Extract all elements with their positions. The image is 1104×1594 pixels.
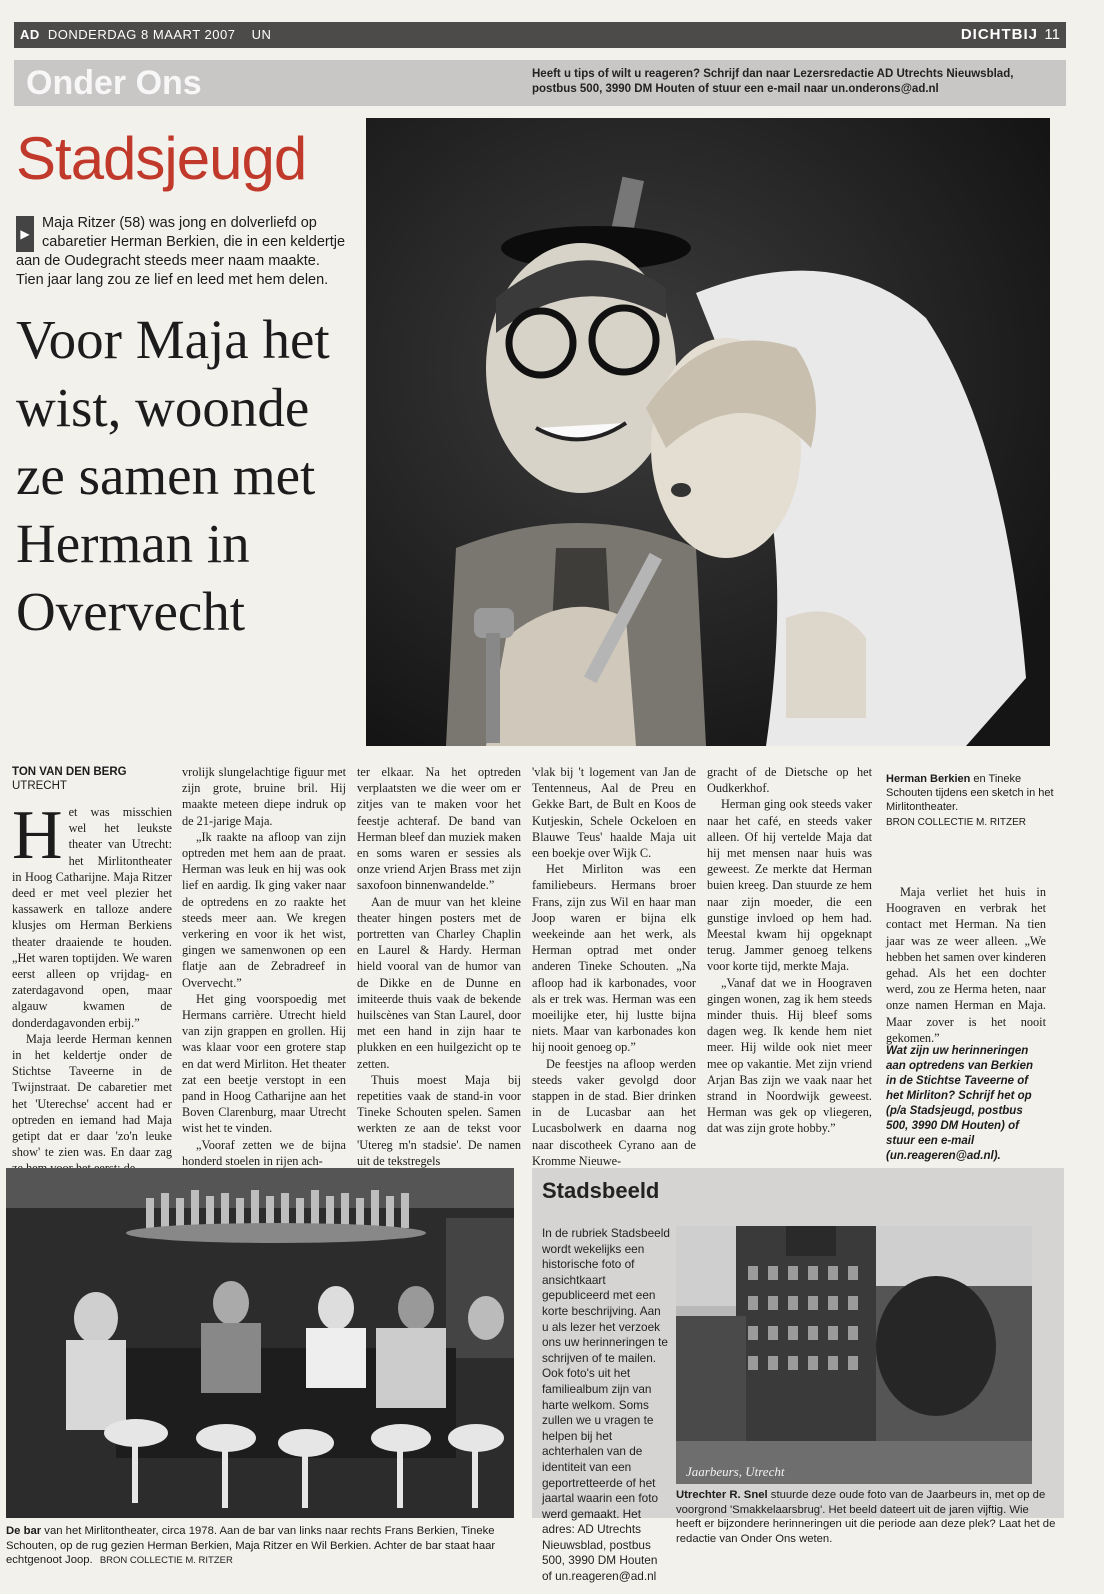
- article-column-4: [532, 764, 696, 1169]
- section-name: DICHTBIJ: [960, 26, 1038, 43]
- caption-credit: BRON COLLECTIE M. RITZER: [886, 817, 1027, 828]
- edition-code: UN: [251, 27, 272, 42]
- column-5-paragraph-1: gracht of de Dietsche op het Oudkerkhof.: [707, 765, 872, 796]
- stadsbeeld-text: In de rubriek Stadsbeeld wordt wekelijks een historische foto of ansichtkaart gepubliceerd met een korte beschrijving. Aan u als lezer het verzoek ons uw herinneringen te schrijven of te mailen. Ook foto's uit het familiealbum zijn van harte welkom. Soms zullen we u vragen te helpen bij het achterhalen van de identiteit van een geportretteerde of het jaartal waarin een foto werd gemaakt. Het adres: AD Utrechts Nieuwsblad, postbus 500, 3990 DM Houten of un.reageren@ad.nl: [542, 1226, 670, 1584]
- rubric-bar: [14, 60, 1066, 106]
- column-3-paragraph-1: ter elkaar. Na het optreden verplaatsten we die weer om er zitjes van te maken voor het feestje achteraf. De band van Herman bleef dan muziek maken en soms waren er sessies als onze vriend Arjen Brass met zijn saxofoon binnenwandelde.”: [357, 765, 521, 893]
- jaarbeurs-photo: [676, 1226, 1032, 1484]
- drop-cap: H: [12, 797, 63, 874]
- header-left: [20, 27, 271, 42]
- column-4-paragraph-3: De feestjes na afloop werden steeds vaker gevolgd door stappen in de stad. Bier drinken in de Lucasbar aan het Lucasbolwerk en daarna nog naar discotheek Cyrano aan de Kromme Nieuwe-: [532, 1056, 696, 1168]
- column-6-paragraph-1: Maja verliet het huis in Hoograven en verbrak het contact met Herman. Na tien jaar was ze weer alleen. „We hebben het samen over kinderen gehad. Als het een dochter werd, zou ze Herma heten, naar onze namen Herman en Maja. Maar zover is het nooit gekomen.”: [886, 885, 1046, 1045]
- bar-caption-subject: De bar: [6, 1525, 42, 1537]
- article-column-1: [12, 797, 172, 1177]
- column-3-paragraph-2: Aan de muur van het kleine theater hingen posters met de portretten van Charley Chaplin en Laurel & Hardy. Herman hield vooral van de humor van de Dikke en de Dunne en imiteerde thuis vaak de bekende huilscènes van Stan Laurel, door met een hand in zijn haar te plukken en een huilgezicht op te zetten.: [357, 894, 521, 1071]
- bar-caption-text: van het Mirlitontheater, circa 1978. Aan de bar van links naar rechts Frans Berkien, Tineke Schouten, op de rug gezien Herman Berkien, Maja Ritzer en Wil Berkien. Achter de bar staat haar echtgenoot Joop.: [6, 1525, 496, 1566]
- column-4-paragraph-2: Het Mirliton was een familiebeurs. Hermans broer Frans, zijn zus Wil en haar man Joop waren er bijna elk weekeinde aan het werk, als Herman optrad met onder anderen Tineke Schouten. „Na afloop had ik karbonades, voor als er trek was. Herman was een moeilijke eter, hij lustte bijna niets. Maar van karbonades kon hij nooit genoeg op.”: [532, 862, 696, 1055]
- bar-caption-credit: BRON COLLECTIE M. RITZER: [99, 1555, 233, 1566]
- main-photo-caption: [886, 772, 1054, 830]
- reader-tips: Heeft u tips of wilt u reageren? Schrijf dan naar Lezersredactie AD Utrechts Nieuwsblad, postbus 500, 3990 DM Houten of stuur een e-mail naar un.onderons@ad.nl: [532, 68, 1014, 95]
- column-2-paragraph-1: vrolijk slungelachtige figuur met zijn grote, bruine bril. Hij maakte meteen diepe indruk op de 21-jarige Maja.: [182, 765, 346, 828]
- byline-name: TON VAN DEN BERG: [12, 766, 127, 778]
- jaarbeurs-photo-illustration: [676, 1226, 1032, 1484]
- article-column-2: [182, 764, 346, 1169]
- page-header-bar: [14, 22, 1066, 48]
- bar-photo-caption: [6, 1524, 516, 1569]
- issue-date: DONDERDAG 8 MAART 2007: [47, 27, 236, 42]
- main-photo-illustration: [366, 118, 1050, 746]
- column-2-paragraph-3: Het ging voorspoedig met Hermans carrière. Utrecht hield van zijn grappen en grollen. Hij was klaar voor een grotere stap en dat werd Mirliton. Het theater zat een beetje verstopt in een pand in Hoog Catharijne aan het Boven Clarenburg, maar Utrecht wist het te vinden.: [182, 991, 346, 1136]
- column-1-paragraph-2: Maja leerde Herman kennen in het keldertje onder de Stichtse Taveerne in de Twijnstraat. De cabaretier met het 'Uterechse' accent had er optreden en iemand had Maja getipt dat er daar 'zo'n leuke show' te zien was. En daar zag: [12, 1031, 172, 1160]
- paper-name: AD: [20, 27, 40, 42]
- kicker: Stadsjeugd: [16, 125, 307, 192]
- article-column-3: [357, 764, 521, 1169]
- intro-text: Maja Ritzer (58) was jong en dolverliefd op cabaretier Herman Berkien, die in een keldertje aan de Oudegracht steeds meer naam maakte. Tien jaar lang zou ze lief en leed met hem delen.: [16, 215, 346, 288]
- column-2-paragraph-2: „Ik raakte na afloop van zijn optreden met hem aan de praat. Herman was leuk en hij was ook lief en aardig. Ik ging vaker naar de optredens en zo raakte het steeds meer aan. We kregen verkering en voor ik het wist, gingen we samenwonen op een flatje aan de Zebradreef in Overvecht.”: [182, 829, 346, 990]
- rubric-title: Onder Ons: [26, 64, 202, 102]
- jaarbeurs-caption-text: stuurde deze oude foto van de Jaarbeurs in, met op de voorgrond 'Smakkelaarsbrug'. Het beeld dateert uit de jaren vijftig. Wie heeft er bijzondere herinneringen uit die periode aan deze plek? Laat het de redactie van Onder Ons weten.: [676, 1489, 1056, 1545]
- jaarbeurs-photo-label: Jaarbeurs, Utrecht: [686, 1464, 785, 1479]
- column-5-paragraph-3: „Vanaf dat we in Hoograven gingen wonen, zag ik hem steeds minder thuis. Hij bleef soms dagen weg. Ik kende hem niet meer. Hij wilde ook niet meer mee op vakantie. Met zijn vriend Arjan Bas zijn we vaak naar het strand in Noordwijk geweest. Herman was gek op vliegeren, dat was zijn grote hobby.”: [707, 975, 872, 1136]
- main-photo: [366, 118, 1050, 746]
- column-5-paragraph-2: Herman ging ook steeds vaker naar het café, en steeds vaker alleen. Of hij vertelde Maja dat hij met mensen naar huis was geweest. Ze merkte dat Herman buien kreeg. Dan stuurde ze hem naar zijn moeder, die een gunstige invloed op hem had. Meestal kwam hij opgeknapt terug. Jammer genoeg telkens voor korte tijd, merkte Maja.: [707, 797, 872, 974]
- article-column-5: [707, 764, 872, 1137]
- caption-text: en Tineke Schouten tijdens een sketch in het Mirlitontheater.: [886, 773, 1054, 813]
- column-2-paragraph-4: „Vooraf zetten we de bijna honderd stoelen in rijen ach-: [182, 1137, 346, 1168]
- byline-place: UTRECHT: [12, 780, 67, 792]
- jaarbeurs-caption: [676, 1488, 1056, 1546]
- caption-subject: Herman Berkien: [886, 773, 971, 785]
- jaarbeurs-caption-subject: Utrechter R. Snel: [676, 1489, 768, 1501]
- column-3-paragraph-3: Thuis moest Maja bij repetities vaak de stand-in voor Tineke Schouten spelen. Samen werkten ze aan de tekst voor 'Utereg m'n stadsie'. De namen uit de tekstregels: [357, 1072, 521, 1168]
- article-column-6: [886, 884, 1046, 1046]
- intro: [16, 214, 346, 290]
- bar-photo-illustration: [6, 1168, 514, 1518]
- column-4-paragraph-1: 'vlak bij 't logement van Jan de Tentenneus, Aal de Preu en Gekke Bart, de Bult en Koos de Kutjeskin, Schele Ockeloen en Blauwe Teus' haalde Maja uit een boekje over Wijk C.: [532, 765, 696, 861]
- stadsbeeld-title: Stadsbeeld: [542, 1178, 660, 1203]
- reader-call: Wat zijn uw herinneringen aan optredens van Berkien in de Stichtse Taveerne of het Mirliton? Schrijf het op (p/a Stadsjeugd, postbus 500, 3990 DM Houten) of stuur een e-mail (un.reageren@ad.nl).: [886, 1045, 1033, 1162]
- page-number: 11: [1044, 26, 1060, 43]
- headline: Voor Maja het wist, woonde ze samen met Herman in Overvecht: [16, 309, 330, 642]
- play-arrow-icon: ▶: [16, 216, 34, 252]
- column-1-paragraph-1: et was misschien wel het leukste theater van Utrecht: het Mirlitontheater in Hoog Catharijne. Maja Ritzer deed er met veel plezier het kassawerk en talloze andere klusjes om Herman Berkiens theater draaiende te houden. „Het waren toptijden. We waren eerst alleen op vrijdag- en zaterdagavond open, maar algauw kwamen de donderdagavonden erbij.”: [12, 805, 172, 1030]
- bar-photo: [6, 1168, 514, 1518]
